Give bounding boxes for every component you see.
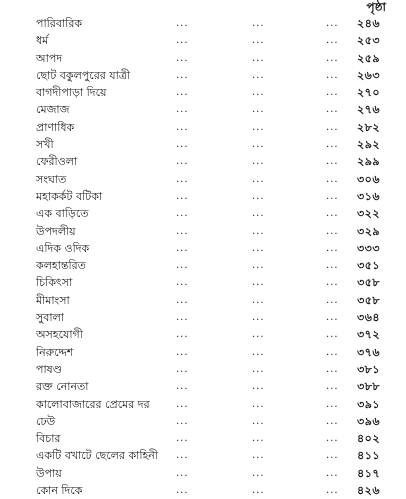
toc-entry [36,447,380,464]
dot-leader: ... [326,104,339,116]
dot-leader: ... [252,173,265,185]
dot-leader: ... [176,260,189,272]
toc-entry-page: ২৭০ [357,86,380,100]
toc-entry [36,430,380,447]
dot-leader: ... [252,156,265,168]
dot-leader: ... [326,363,339,375]
toc-entry [36,326,380,343]
dot-leader: ... [176,104,189,116]
toc-entry [36,292,380,309]
dot-leader: ... [326,173,339,185]
toc-entry [36,32,380,49]
dot-leader: ... [252,467,265,479]
toc-entry-page: ৩৫৮ [357,276,380,290]
toc-entry-title: সুবালা [36,311,64,325]
dot-leader: ... [326,485,339,497]
toc-entry-title: এক বাড়িতে [36,207,89,221]
dot-leader: ... [326,69,339,81]
dot-leader: ... [326,381,339,393]
toc-entry-title: একটি বখাটে ছেলের কাহিনী [36,449,158,463]
dot-leader: ... [176,121,189,133]
toc-entry [36,101,380,118]
toc-entry-title: পারিবারিক [36,17,83,30]
toc-entry [36,378,380,395]
toc-entry-title: উপায় [36,466,62,480]
toc-entry-page: ৩২২ [357,207,380,221]
dot-leader: ... [252,346,265,358]
dot-leader: ... [252,52,265,64]
toc-entry-title: বিচার [36,432,61,446]
toc-entry [36,153,380,170]
dot-leader: ... [326,139,339,151]
toc-entry-page: ২৬৩ [357,68,380,82]
dot-leader: ... [326,294,339,306]
dot-leader: ... [252,450,265,462]
dot-leader: ... [252,190,265,202]
dot-leader: ... [176,467,189,479]
dot-leader: ... [326,35,339,47]
dot-leader: ... [176,35,189,47]
dot-leader: ... [176,381,189,393]
toc-entry-title: কোন দিকে [36,484,83,498]
dot-leader: ... [176,415,189,427]
dot-leader: ... [176,87,189,99]
dot-leader: ... [326,190,339,202]
dot-leader: ... [176,312,189,324]
dot-leader: ... [326,225,339,237]
toc-entry-title: অসহযোগী [36,328,83,342]
dot-leader: ... [176,398,189,410]
dot-leader: ... [326,242,339,254]
dot-leader: ... [252,277,265,289]
dot-leader: ... [326,329,339,341]
toc-entry [36,482,380,499]
toc-entry [36,240,380,257]
toc-entry-title: রক্ত নোনতা [36,380,89,394]
dot-leader: ... [326,450,339,462]
toc-entry [36,396,380,413]
dot-leader: ... [176,139,189,151]
dot-leader: ... [176,363,189,375]
dot-leader: ... [176,433,189,445]
toc-entry-title: উপদলীয় [36,224,76,238]
toc-entry-title: চিকিৎসা [36,276,73,290]
toc-entry [36,309,380,326]
dot-leader: ... [326,398,339,410]
dot-leader: ... [326,467,339,479]
toc-entry-page: ২৫৩ [357,34,380,48]
toc-entry-page: ৩৫৮ [357,293,380,307]
dot-leader: ... [252,35,265,47]
toc-entry-page: ২৭৬ [357,103,380,117]
dot-leader: ... [252,415,265,427]
dot-leader: ... [176,18,189,29]
dot-leader: ... [176,329,189,341]
dot-leader: ... [326,52,339,64]
toc-entry-title: মীমাংসা [36,293,70,307]
toc-entry-page: ৩৭২ [357,328,380,342]
toc-entry-page: ২৫৯ [357,51,380,65]
toc-entry-page: ৩৮৮ [357,380,380,394]
toc-entry-title: কালোবাজারের প্রেমের দর [36,397,150,411]
dot-leader: ... [176,190,189,202]
dot-leader: ... [252,208,265,220]
toc-entry [36,465,380,482]
toc-entry-page: ২৮২ [357,120,380,134]
dot-leader: ... [252,260,265,272]
toc-entry-title: কলহান্তরিত [36,259,86,273]
toc-entry [36,84,380,101]
toc-entry-page: ৩১৬ [357,189,380,203]
dot-leader: ... [252,139,265,151]
toc-entry-page: ৪০২ [357,432,380,446]
toc-entry-page: ৩৯১ [357,397,380,411]
toc-entry-title: ঢেউ [36,414,56,428]
toc-entry-title: পাষণ্ড [36,362,63,376]
dot-leader: ... [252,242,265,254]
toc-entry [36,361,380,378]
toc-entry [36,274,380,291]
toc-entry-page: ৪১৭ [357,466,380,480]
toc-entry [36,257,380,274]
dot-leader: ... [252,294,265,306]
dot-leader: ... [252,398,265,410]
toc-entry-page: ২৯৯ [357,155,380,169]
dot-leader: ... [326,18,339,29]
dot-leader: ... [176,277,189,289]
toc-entry-title: নিরুদ্দেশ [36,345,74,359]
toc-entry [36,136,380,153]
dot-leader: ... [176,450,189,462]
toc-entry-title: বাগদীপাড়া দিয়ে [36,86,107,100]
toc-entry [36,67,380,84]
dot-leader: ... [252,433,265,445]
toc-entry-page: ৩৬৪ [357,311,380,325]
toc-entry-title: মহাকর্কট বটিকা [36,189,103,203]
dot-leader: ... [252,121,265,133]
toc-entry [36,205,380,222]
dot-leader: ... [176,208,189,220]
toc-entry-page: ৩০৬ [357,172,380,186]
dot-leader: ... [176,156,189,168]
dot-leader: ... [176,173,189,185]
dot-leader: ... [176,69,189,81]
dot-leader: ... [252,363,265,375]
toc-entry-title: আপদ [36,51,63,65]
dot-leader: ... [326,156,339,168]
toc-entry-page: ৩৯৬ [357,414,380,428]
toc-entry [36,344,380,361]
toc-entry-page: ৩৫১ [357,259,380,273]
toc-entry-title: সংঘাত [36,172,67,186]
toc-entry-page: ২৪৬ [357,17,380,30]
dot-leader: ... [252,381,265,393]
toc-entry-page: ২৯২ [357,138,380,152]
toc-entry-page: ৩২৯ [357,224,380,238]
toc-entry [36,50,380,67]
dot-leader: ... [326,208,339,220]
dot-leader: ... [326,415,339,427]
dot-leader: ... [326,433,339,445]
toc-entry-page: ৪১১ [357,449,380,463]
toc-entry-page: ৪২৬ [357,484,380,498]
toc-entry [36,15,380,32]
toc-entry-page: ৩৭৬ [357,345,380,359]
dot-leader: ... [176,485,189,497]
toc-entry-title: মেজাজ [36,103,70,117]
dot-leader: ... [326,312,339,324]
dot-leader: ... [176,242,189,254]
dot-leader: ... [252,69,265,81]
toc-entry-title: প্রাণাধিক [36,120,75,134]
dot-leader: ... [176,294,189,306]
dot-leader: ... [326,260,339,272]
toc-entry-title: এদিক ওদিক [36,241,90,255]
table-of-contents [36,15,380,499]
dot-leader: ... [176,225,189,237]
toc-entry-title: ফেরীওলা [36,155,78,169]
dot-leader: ... [326,277,339,289]
toc-entry-title: ধর্ম [36,34,49,48]
dot-leader: ... [326,121,339,133]
toc-entry-page: ৩৮১ [357,362,380,376]
toc-entry [36,413,380,430]
page-column-heading: পৃষ্ঠা [366,0,386,14]
toc-entry [36,171,380,188]
dot-leader: ... [252,225,265,237]
dot-leader: ... [252,18,265,29]
dot-leader: ... [252,329,265,341]
dot-leader: ... [252,312,265,324]
dot-leader: ... [326,346,339,358]
dot-leader: ... [326,87,339,99]
dot-leader: ... [176,346,189,358]
toc-entry [36,223,380,240]
toc-entry [36,119,380,136]
toc-entry-title: ছোট বকুলপুরের যাত্রী [36,68,131,82]
toc-entry-title: সখী [36,138,54,152]
dot-leader: ... [252,87,265,99]
dot-leader: ... [176,52,189,64]
dot-leader: ... [252,104,265,116]
dot-leader: ... [252,485,265,497]
toc-entry [36,188,380,205]
toc-entry-page: ৩৩৩ [357,241,380,255]
